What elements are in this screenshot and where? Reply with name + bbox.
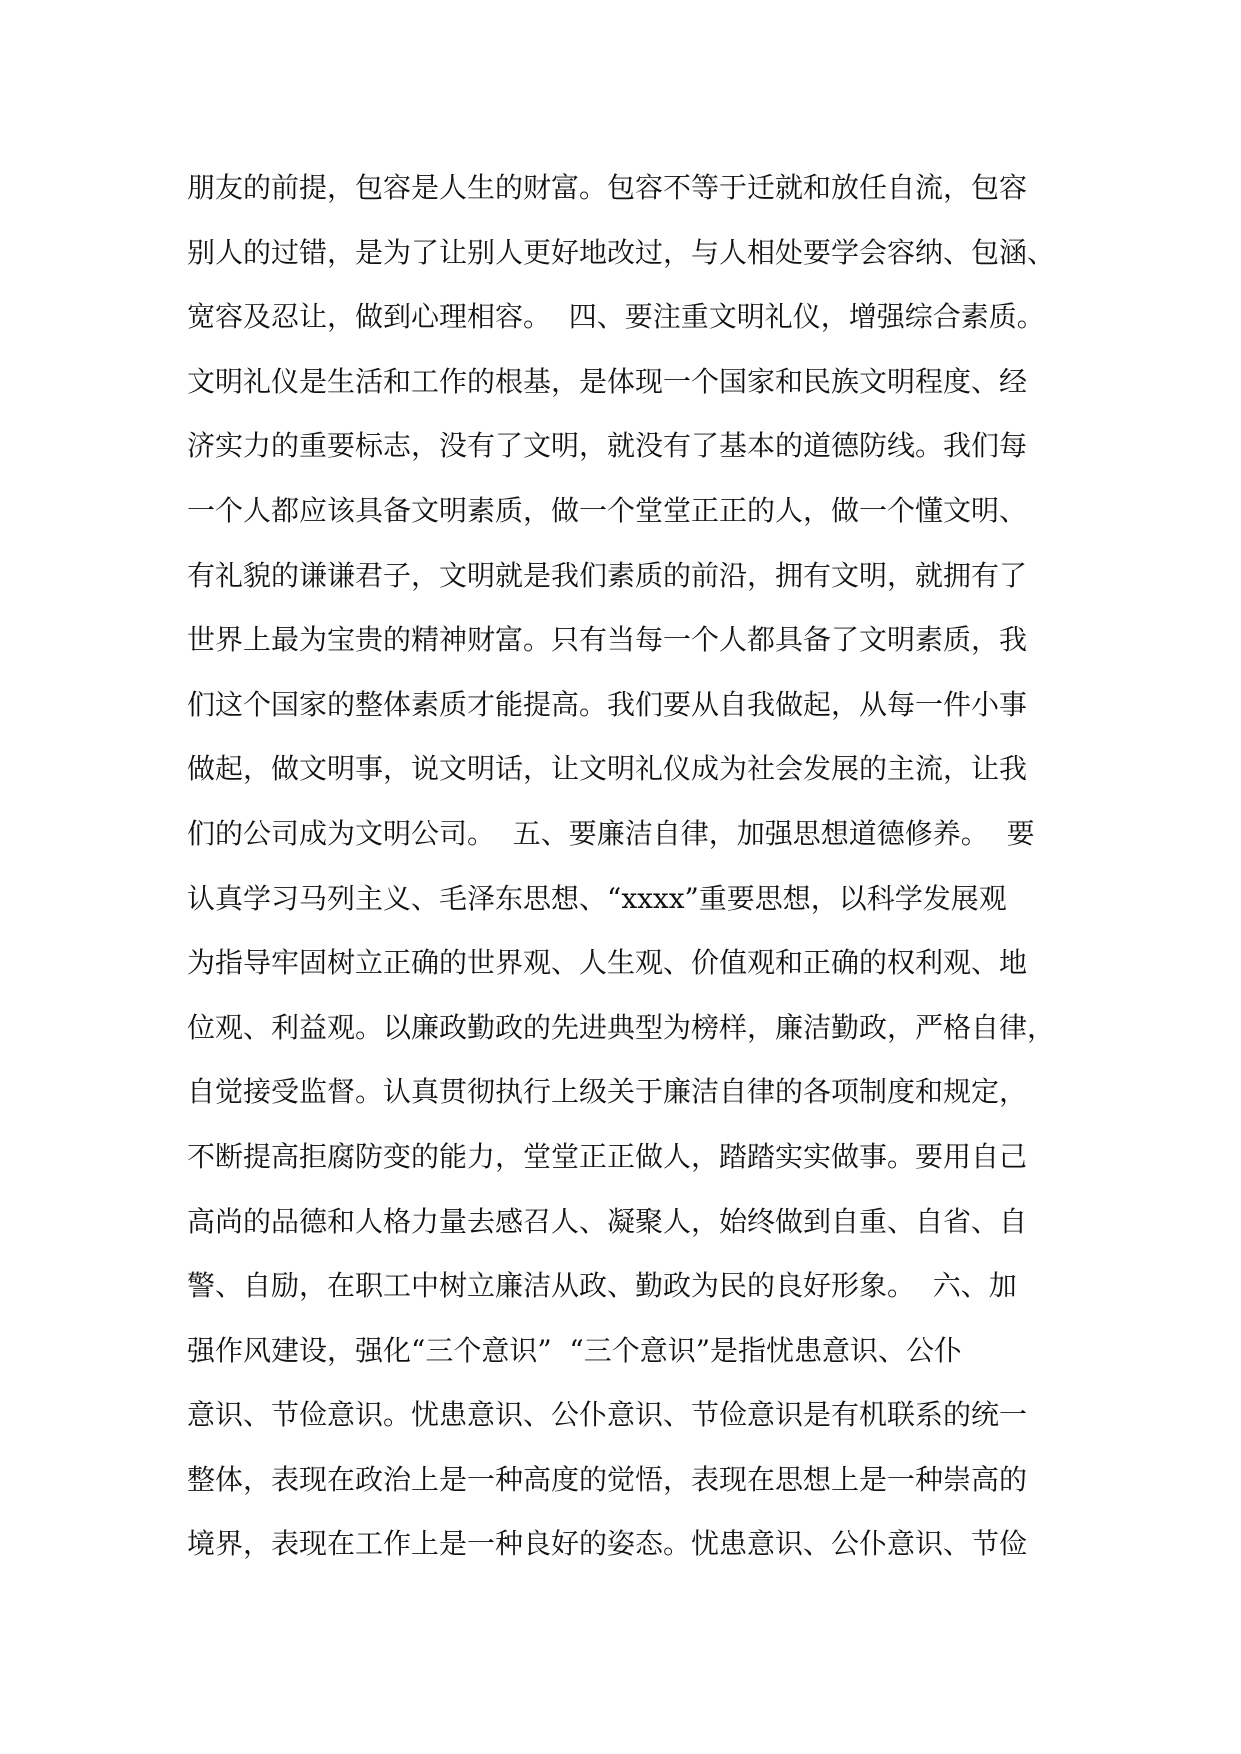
text-line: 济实力的重要标志，没有了文明，就没有了基本的道德防线。我们每	[187, 429, 1028, 463]
text-line: 朋友的前提，包容是人生的财富。包容不等于迁就和放任自流，包容	[187, 171, 1028, 204]
text-line: 一个人都应该具备文明素质，做一个堂堂正正的人，做一个懂文明、	[187, 493, 1028, 527]
text-line: 自觉接受监督。认真贯彻执行上级关于廉洁自律的各项制度和规定，	[187, 1075, 1028, 1109]
text-line: 警、自励，在职工中树立廉洁从政、勤政为民的良好形象。 六、加	[187, 1269, 1017, 1303]
text-line: 宽容及忍让，做到心理相容。 四、要注重文明礼仪，增强综合素质。	[187, 300, 1045, 334]
text-line: 文明礼仪是生活和工作的根基，是体现一个国家和民族文明程度、经	[187, 364, 1028, 398]
text-line: 为指导牢固树立正确的世界观、人生观、价值观和正确的权利观、地	[187, 946, 1028, 980]
text-line: 做起，做文明事，说文明话，让文明礼仪成为社会发展的主流，让我	[187, 752, 1028, 786]
text-line: 高尚的品德和人格力量去感召人、凝聚人，始终做到自重、自省、自	[187, 1204, 1028, 1238]
text-line: 境界，表现在工作上是一种良好的姿态。忧患意识、公仆意识、节俭	[187, 1527, 1028, 1561]
text-line: 世界上最为宝贵的精神财富。只有当每一个人都具备了文明素质，我	[187, 623, 1028, 657]
body-text	[187, 156, 1067, 1577]
text-line: 们的公司成为文明公司。 五、要廉洁自律，加强思想道德修养。 要	[187, 816, 1035, 850]
text-line: 整体，表现在政治上是一种高度的觉悟，表现在思想上是一种崇高的	[187, 1462, 1028, 1496]
text-line: 不断提高拒腐防变的能力，堂堂正正做人，踏踏实实做事。要用自己	[187, 1139, 1028, 1173]
text-line: 位观、利益观。以廉政勤政的先进典型为榜样，廉洁勤政，严格自律，	[187, 1010, 1056, 1044]
text-line: 们这个国家的整体素质才能提高。我们要从自我做起，从每一件小事	[187, 687, 1028, 721]
text-line: 认真学习马列主义、毛泽东思想、“xxxx”重要思想，以科学发展观	[187, 881, 1007, 915]
text-line: 别人的过错，是为了让别人更好地改过，与人相处要学会容纳、包涵、	[187, 235, 1056, 269]
text-line: 有礼貌的谦谦君子，文明就是我们素质的前沿，拥有文明，就拥有了	[187, 558, 1028, 592]
text-line: 意识、节俭意识。忧患意识、公仆意识、节俭意识是有机联系的统一	[187, 1398, 1028, 1432]
text-line: 强作风建设，强化“三个意识” “三个意识”是指忧患意识、公仆	[187, 1333, 963, 1367]
